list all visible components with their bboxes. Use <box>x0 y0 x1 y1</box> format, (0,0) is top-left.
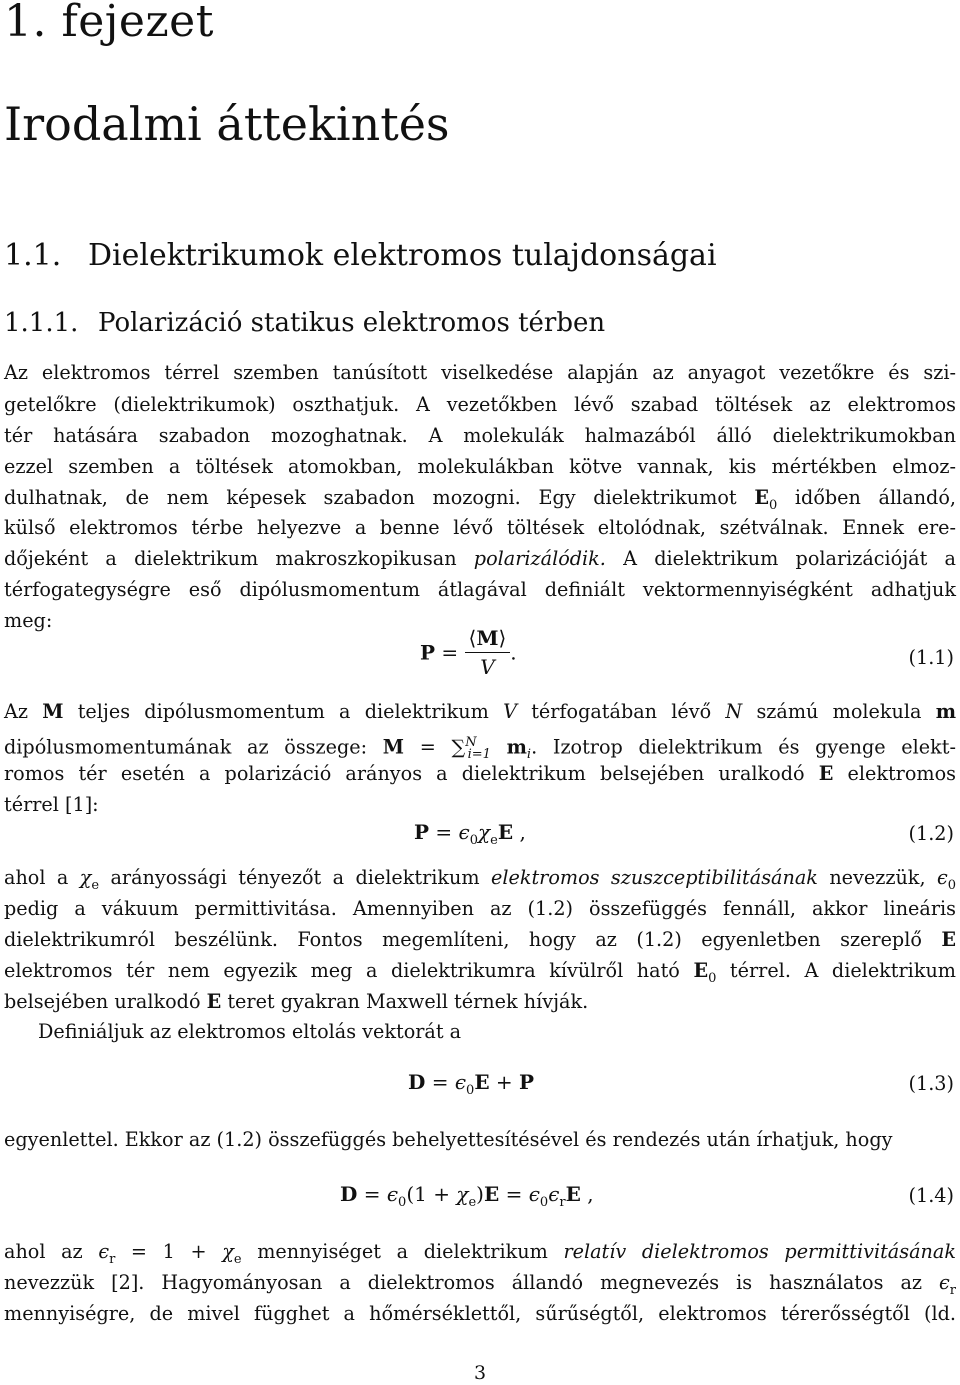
equation-body: $P = \epsilon_0\chi_eE$ , <box>414 820 526 848</box>
text-line: Az elektromos térrel szemben tanúsított viselkedése alapján az anyagot vezetőkre és szi- <box>4 361 956 384</box>
text-line: meg: <box>4 609 53 632</box>
equation-body: P = $\frac{⟨M⟩}{V}$ . <box>420 626 517 679</box>
chapter-label: 1. fejezet <box>4 0 214 47</box>
section-title: Dielektrikumok elektromos tulajdonságai <box>88 238 717 273</box>
text-line: egyenlettel. Ekkor az (1.2) összefüggés behelyettesítésével és rendezés után írhatjuk, hogy <box>4 1128 893 1151</box>
equation-1-4 <box>0 1180 960 1220</box>
text-line: külső elektromos térbe helyezve a benne lévő töltések eltolódnak, szétválnak. Ennek ere- <box>4 516 956 539</box>
text-line: dőjeként a dielektrikum makroszkopikusan polarizálódik. A dielektrikum polarizációját a <box>4 547 956 570</box>
text-line: dipólusmomentumának az összege: M = ∑$^N_{i=1}$ $m_i$. Izotrop dielektrikum és gyenge elekt- <box>4 735 956 763</box>
text-line: ahol az $\epsilon_r = 1 + \chi_e$ mennyiséget a dielektrikum relatív dielektromos permittivitásának <box>4 1240 956 1267</box>
text-line: romos tér esetén a polarizáció arányos a dielektrikum belsejében uralkodó E elektromos <box>4 762 956 785</box>
text-line: belsejében uralkodó E teret gyakran Maxwell térnek hívják. <box>4 990 589 1013</box>
symbol-E: E <box>754 486 769 509</box>
equation-body: $D = \epsilon_0(1 + \chi_e)E = \epsilon_0\epsilon_rE$ , <box>340 1182 594 1210</box>
text-line: elektromos tér nem egyezik meg a dielektrikumra kívülről ható $E_0$ térrel. A dielektrikum <box>4 959 956 986</box>
text-line: tér hatására szabadon mozoghatnak. A molekulák halmazából álló dielektrikumokban <box>4 424 956 447</box>
fraction: $\frac{⟨M⟩}{V}$ <box>465 626 511 679</box>
text-line: ezzel szemben a töltések atomokban, molekulákban kötve vannak, kis mértékben elmoz- <box>4 455 956 478</box>
text-line: Definiáljuk az elektromos eltolás vektorát a <box>38 1020 462 1043</box>
equation-number: (1.4) <box>908 1184 954 1207</box>
text-line: nevezzük [2]. Hagyományosan a dielektromos állandó megnevezés is használatos az $\epsilon_r$ <box>4 1271 956 1298</box>
text-line: térrel [1]: <box>4 793 99 816</box>
equation-1-1 <box>0 626 960 679</box>
equation-body: $D = \epsilon_0E + P$ <box>408 1070 535 1098</box>
text-line: dielektrikumról beszélünk. Fontos megemlíteni, hogy az (1.2) egyenletben szereplő E <box>4 928 956 951</box>
equation-number: (1.3) <box>908 1072 954 1095</box>
text-line: Az M teljes dipólusmomentum a dielektrikum V térfogatában lévő N számú molekula m <box>4 700 956 723</box>
text-line: pedig a vákuum permittivitása. Amennyiben az (1.2) összefüggés fennáll, akkor lineáris <box>4 897 956 920</box>
subsection-number: 1.1.1. <box>4 308 79 338</box>
chapter-title: Irodalmi áttekintés <box>4 97 450 151</box>
text-line: dulhatnak, de nem képesek szabadon mozogni. Egy dielektrikumot $E_0$ időben állandó, <box>4 486 956 513</box>
text-line: térfogategységre eső dipólusmomentum átlagával definiált vektormennyiségként adhatjuk <box>4 578 956 601</box>
emphasis-term: polarizálódik. <box>473 547 606 570</box>
text-line: mennyiségre, de mivel függhet a hőmérséklettől, sűrűségtől, elektromos térerősségtől (ld. <box>4 1302 956 1325</box>
section-heading <box>4 236 717 276</box>
equation-number: (1.2) <box>908 822 954 845</box>
subsection-heading <box>4 305 605 341</box>
subsection-title: Polarizáció statikus elektromos térben <box>98 308 606 338</box>
section-number: 1.1. <box>4 238 62 273</box>
equation-1-2 <box>0 816 960 856</box>
text-line: getelőkre (dielektrikumok) oszthatjuk. A vezetőkben lévő szabad töltések az elektromos <box>4 393 956 416</box>
equation-number: (1.1) <box>908 646 954 669</box>
equation-1-3 <box>0 1068 960 1108</box>
page-number: 3 <box>473 1362 487 1384</box>
text-line: ahol a $\chi_e$ arányossági tényezőt a dielektrikum elektromos szuszceptibilitásának nevezzük, $\epsilon_0$ <box>4 866 956 893</box>
